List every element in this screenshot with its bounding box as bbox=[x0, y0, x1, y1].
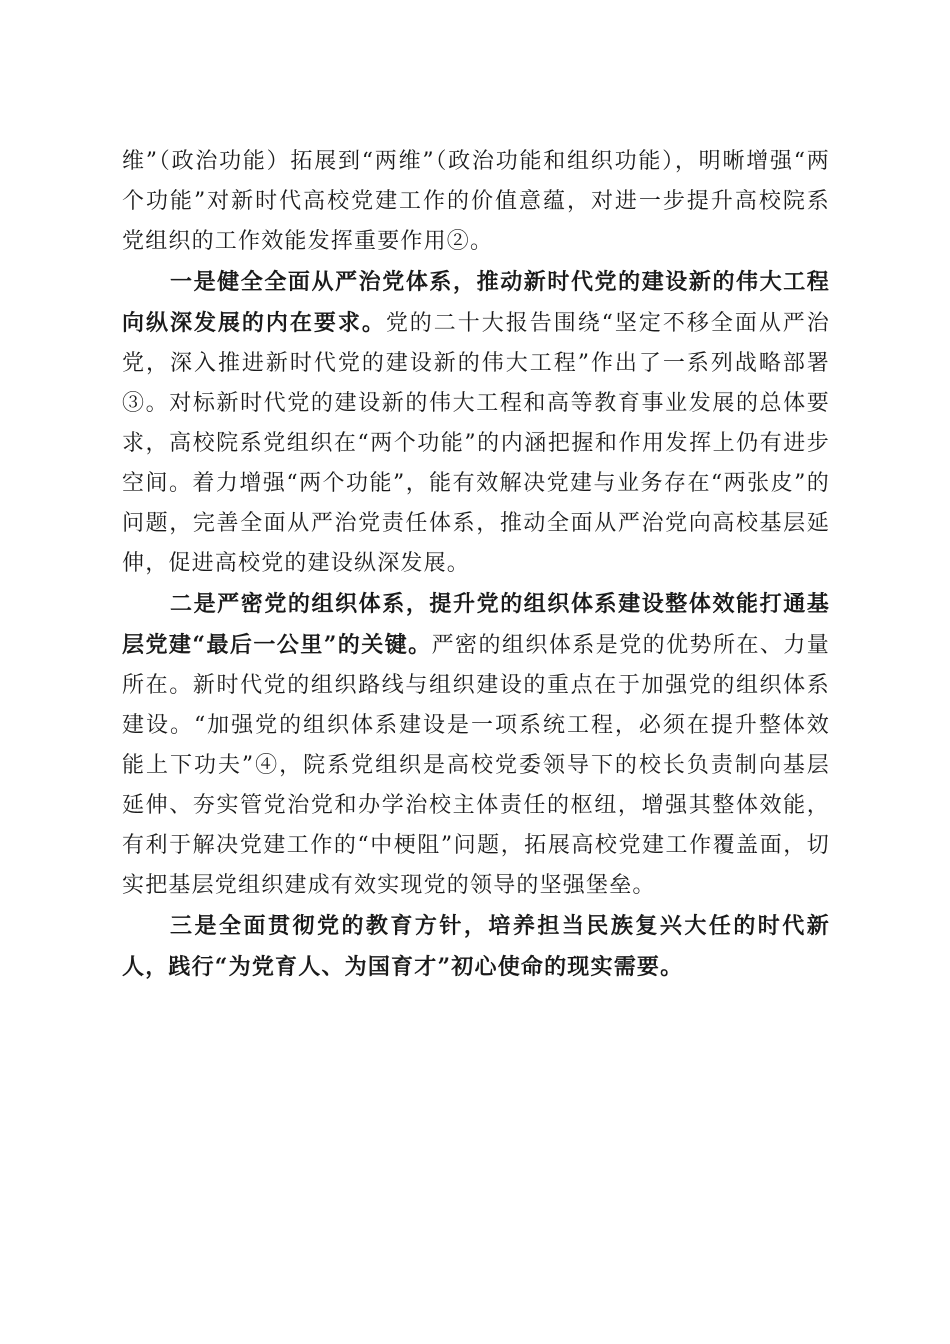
paragraph-text: 维”（政治功能）拓展到“两维”（政治功能和组织功能），明晰增强“两个功能”对新时代高校党建工作的价值意蕴，对进一步提升高校院系党组织的工作效能发挥重要作用②。 bbox=[122, 149, 830, 254]
paragraph-point-one bbox=[122, 262, 830, 584]
paragraph-lead: 二是严密党的组织体系，提升党的组织体系建设整体效能打通基层党建“最后一公里”的关键。 bbox=[122, 591, 830, 658]
paragraph-point-two bbox=[122, 584, 830, 906]
paragraph-lead: 一是健全全面从严治党体系，推动新时代党的建设新的伟大工程向纵深发展的内在要求。 bbox=[122, 269, 830, 336]
paragraph-text: 严密的组织体系是党的优势所在、力量所在。新时代党的组织路线与组织建设的重点在于加强党的组织体系建设。“加强党的组织体系建设是一项系统工程，必须在提升整体效能上下功夫”④，院系党组织是高校党委领导下的校长负责制向基层延伸、夯实管党治党和办学治校主体责任的枢纽，增强其整体效能，有利于解决党建工作的“中梗阻”问题，拓展高校党建工作覆盖面，切实把基层党组织建成有效实现党的领导的坚强堡垒。 bbox=[122, 633, 830, 898]
paragraph-text: 党的二十大报告围绕“坚定不移全面从严治党，深入推进新时代党的建设新的伟大工程”作出了一系列战略部署③。对标新时代党的建设新的伟大工程和高等教育事业发展的总体要求，高校院系党组织在“两个功能”的内涵把握和作用发挥上仍有进步空间。着力增强“两个功能”，能有效解决党建与业务存在“两张皮”的问题，完善全面从严治党责任体系，推动全面从严治党向高校基层延伸，促进高校党的建设纵深发展。 bbox=[122, 311, 830, 576]
document-body bbox=[122, 141, 830, 988]
paragraph-point-three bbox=[122, 906, 830, 988]
paragraph-continued bbox=[122, 141, 830, 262]
paragraph-lead: 三是全面贯彻党的教育方针，培养担当民族复兴大任的时代新人，践行“为党育人、为国育才”初心使命的现实需要。 bbox=[122, 913, 830, 980]
